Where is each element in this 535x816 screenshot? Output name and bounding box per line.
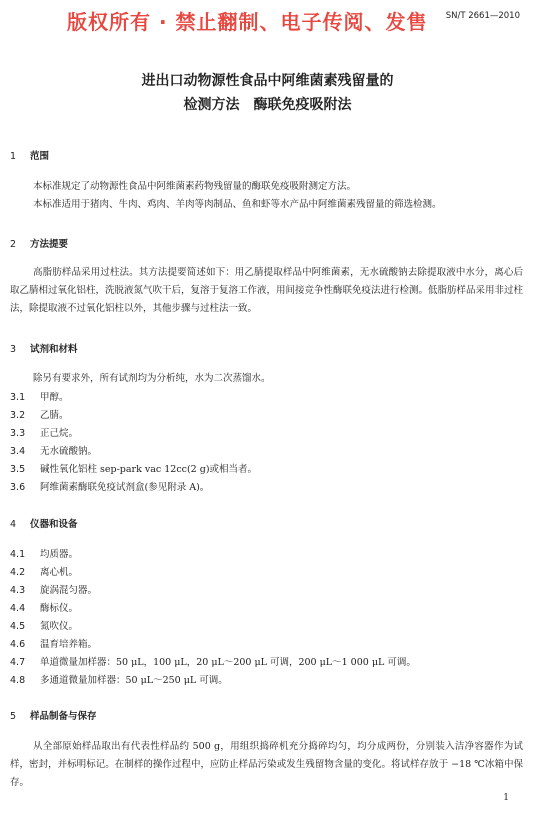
reagents-intro: 除另有要求外，所有试剂均为分析纯，水为二次蒸馏水。	[33, 373, 271, 384]
list-item	[10, 443, 97, 457]
principle-paragraph: 高脂肪样品采用过柱法。其方法提要简述如下：用乙腈提取样品中阿维菌素，无水硫酸钠去除提取液中水分，离心后取乙腈相过氧化铝柱，洗脱液氮气吹干后，复溶于复溶工作液，用间接竞争性酶联免疫法进行检测。低脂肪样品采用非过柱法，除提取液不过氧化铝柱以外，其他步骤与过柱法一致。	[10, 267, 524, 314]
item-number: 4.2	[10, 567, 26, 578]
section-heading-principle	[10, 236, 68, 250]
section-heading-sample	[10, 708, 97, 722]
watermark-text: 版权所有 · 禁止翻制、电子传阅、发售	[67, 10, 428, 34]
list-item	[10, 389, 69, 403]
sample-paragraph: 从全部原始样品取出有代表性样品约 500 g，用组织捣碎机充分捣碎均匀，均分成两份，分别装入洁净容器作为试样，密封，并标明标记。在制样的操作过程中，应防止样品污染或发生残留物含量的变化。将试样存放于 −18 ℃冰箱中保存。	[10, 741, 523, 788]
list-item	[10, 582, 97, 596]
item-text: 多通道微量加样器：50 μL～250 μL 可调。	[40, 675, 228, 686]
section-number: 2	[10, 239, 17, 250]
item-number: 3.4	[10, 446, 26, 457]
item-text: 乙腈。	[40, 410, 69, 421]
item-text: 氮吹仪。	[40, 621, 79, 632]
item-number: 4.5	[10, 621, 26, 632]
section-number: 5	[10, 711, 17, 722]
list-item	[10, 672, 228, 686]
item-text: 单道微量加样器：50 μL，100 μL，20 μL～200 μL 可调，200 μL～1 000 μL 可调。	[40, 657, 416, 668]
item-text: 均质器。	[40, 549, 79, 560]
list-item	[10, 407, 69, 421]
item-number: 4.7	[10, 657, 26, 668]
section-title: 试剂和材料	[30, 344, 78, 355]
section-number: 3	[10, 344, 17, 355]
item-number: 3.2	[10, 410, 26, 421]
item-text: 酶标仪。	[40, 603, 79, 614]
scope-paragraph-2: 本标准适用于猪肉、牛肉、鸡肉、羊肉等肉制品、鱼和虾等水产品中阿维菌素残留量的筛选检测。	[33, 199, 442, 210]
item-number: 3.5	[10, 464, 26, 475]
section-title: 样品制备与保存	[30, 711, 97, 722]
item-text: 离心机。	[40, 567, 79, 578]
scope-paragraph-1: 本标准规定了动物源性食品中阿维菌素药物残留量的酶联免疫吸附测定方法。	[33, 181, 357, 192]
list-item	[10, 425, 78, 439]
item-number: 3.6	[10, 482, 26, 493]
list-item	[10, 479, 209, 493]
section-heading-reagents	[10, 341, 78, 355]
list-item	[10, 461, 257, 475]
page-number: 1	[503, 793, 509, 803]
item-text: 阿维菌素酶联免疫试剂盒(参见附录 A)。	[40, 482, 210, 493]
item-text: 正己烷。	[40, 428, 79, 439]
item-text: 甲醇。	[40, 392, 69, 403]
section-number: 4	[10, 519, 17, 530]
list-item	[10, 636, 97, 650]
item-number: 4.3	[10, 585, 26, 596]
item-text: 无水硫酸钠。	[40, 446, 98, 457]
list-item	[10, 654, 416, 668]
item-number: 4.8	[10, 675, 26, 686]
section-title: 仪器和设备	[30, 519, 78, 530]
item-number: 3.3	[10, 428, 26, 439]
list-item	[10, 618, 78, 632]
list-item	[10, 600, 78, 614]
item-text: 温育培养箱。	[40, 639, 98, 650]
item-text: 旋涡混匀器。	[40, 585, 98, 596]
standard-number: SN/T 2661—2010	[445, 11, 520, 21]
list-item	[10, 546, 78, 560]
item-number: 4.6	[10, 639, 26, 650]
list-item	[10, 564, 78, 578]
section-heading-scope	[10, 148, 49, 162]
section-title: 范围	[30, 151, 50, 162]
item-number: 4.4	[10, 603, 26, 614]
item-number: 3.1	[10, 392, 26, 403]
section-heading-instruments	[10, 516, 78, 530]
document-title-line1: 进出口动物源性食品中阿维菌素残留量的	[141, 73, 394, 89]
item-text: 碱性氧化铝柱 sep-park vac 12cc(2 g)或相当者。	[40, 464, 258, 475]
section-number: 1	[10, 151, 17, 162]
document-title-line2: 检测方法 酶联免疫吸附法	[183, 97, 352, 113]
section-title: 方法提要	[30, 239, 69, 250]
item-number: 4.1	[10, 549, 26, 560]
